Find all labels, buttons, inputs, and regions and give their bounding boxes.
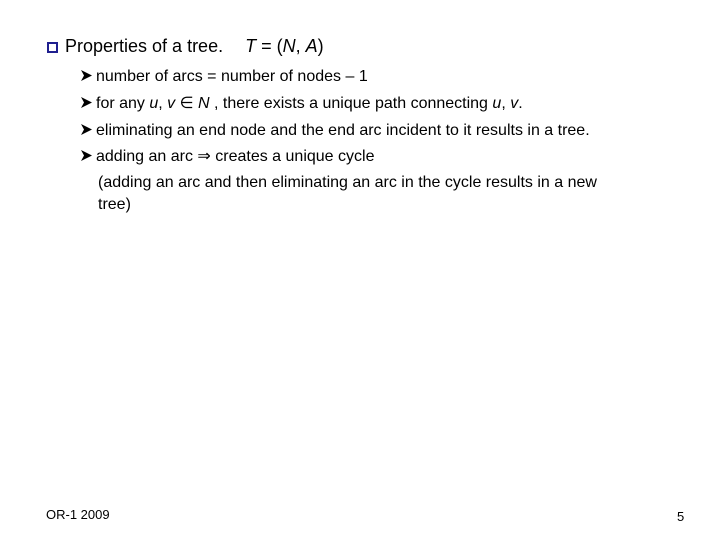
arcs-variable: A <box>305 36 318 56</box>
var-u-2: u <box>492 95 502 112</box>
property-text-prefix: for any <box>96 95 150 112</box>
slide-heading <box>47 35 324 57</box>
sep-2: , <box>501 95 511 112</box>
continuation-line-1: (adding an arc and then eliminating an arc in the cycle results in a new <box>98 174 597 191</box>
property-text-suffix: creates a unique cycle <box>210 148 375 165</box>
heading-text: Properties of a tree. <box>65 36 224 56</box>
property-item-adding-arc <box>80 146 374 167</box>
arrow-bullet-icon <box>80 66 96 86</box>
property-item-unique-path <box>80 93 523 114</box>
property-text-end: . <box>518 95 523 112</box>
tree-variable: T <box>245 36 257 56</box>
footer-course-label: OR-1 2009 <box>46 507 110 522</box>
property-text: number of arcs = number of nodes – 1 <box>96 68 368 85</box>
hollow-square-bullet-icon <box>47 42 58 53</box>
arrow-bullet-icon <box>80 93 96 113</box>
var-v: v <box>167 95 176 112</box>
arrow-bullet-icon <box>80 146 96 166</box>
property-item-end-node <box>80 120 590 141</box>
implies-symbol: ⇒ <box>197 148 211 165</box>
property-item-arcs-count <box>80 66 368 87</box>
property-text: eliminating an end node and the end arc incident to it results in a tree. <box>96 122 590 139</box>
property-text-prefix: adding an arc <box>96 148 198 165</box>
tree-equals: = ( <box>256 36 283 56</box>
page-number: 5 <box>677 509 685 524</box>
heading-close-paren: ) <box>317 36 324 56</box>
var-N: N <box>197 95 210 112</box>
var-v-2: v <box>510 95 519 112</box>
arrow-bullet-icon <box>80 120 96 140</box>
heading-comma: , <box>295 36 306 56</box>
var-u: u <box>149 95 159 112</box>
element-of-symbol: ∈ <box>175 95 198 112</box>
continuation-line-2: tree) <box>98 196 131 213</box>
nodes-variable: N <box>282 36 296 56</box>
sep: , <box>158 95 168 112</box>
property-text-mid: , there exists a unique path connecting <box>209 95 493 112</box>
